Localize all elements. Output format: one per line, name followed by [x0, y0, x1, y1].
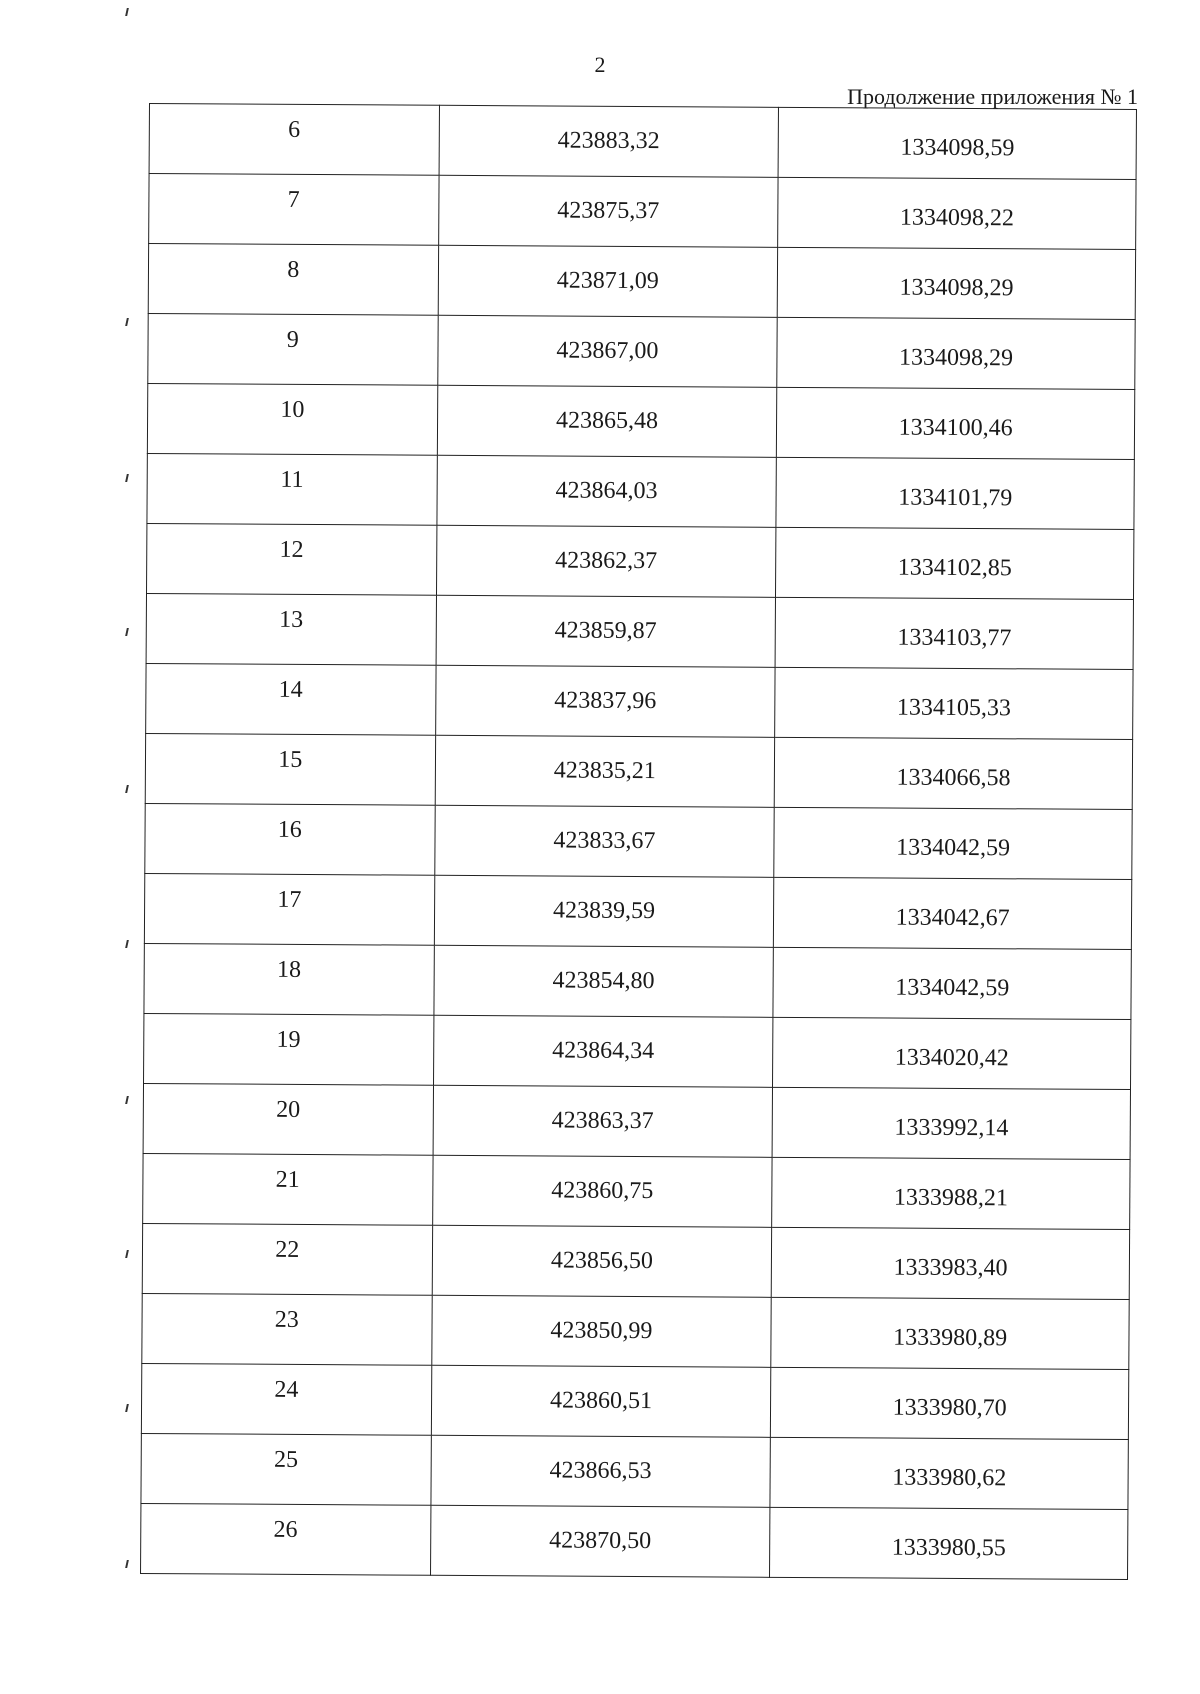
table-row — [148, 244, 1135, 320]
point-number-cell: 20 — [143, 1083, 433, 1155]
y-coordinate-cell: 1334103,77 — [775, 597, 1133, 669]
point-number-cell: 11 — [147, 453, 437, 525]
table-row — [142, 1293, 1129, 1369]
y-coordinate-cell: 1334101,79 — [776, 457, 1134, 529]
y-coordinate-cell: 1334098,29 — [777, 317, 1135, 389]
table-row — [146, 593, 1133, 669]
point-number-cell: 22 — [142, 1223, 432, 1295]
point-number-cell: 18 — [144, 943, 434, 1015]
scan-mark — [125, 1250, 133, 1258]
table-row — [149, 104, 1136, 180]
coordinates-table — [140, 103, 1137, 1580]
table-row — [148, 313, 1135, 389]
x-coordinate-cell: 423870,50 — [430, 1505, 770, 1577]
y-coordinate-cell: 1334066,58 — [774, 737, 1132, 809]
x-coordinate-cell: 423883,32 — [439, 105, 779, 177]
scan-mark — [125, 1096, 133, 1104]
point-number-cell: 19 — [144, 1013, 434, 1085]
y-coordinate-cell: 1334105,33 — [775, 667, 1133, 739]
y-coordinate-cell: 1333983,40 — [771, 1227, 1129, 1299]
x-coordinate-cell: 423866,53 — [431, 1435, 771, 1507]
y-coordinate-cell: 1334100,46 — [777, 387, 1135, 459]
table-row — [149, 174, 1136, 250]
x-coordinate-cell: 423854,80 — [433, 945, 773, 1017]
table-row — [141, 1503, 1128, 1579]
x-coordinate-cell: 423833,67 — [434, 805, 774, 877]
y-coordinate-cell: 1334042,67 — [774, 877, 1132, 949]
point-number-cell: 7 — [149, 174, 439, 246]
y-coordinate-cell: 1334102,85 — [776, 527, 1134, 599]
scan-mark — [125, 1560, 133, 1568]
point-number-cell: 16 — [145, 803, 435, 875]
x-coordinate-cell: 423860,51 — [431, 1365, 771, 1437]
scan-mark — [125, 318, 133, 326]
table-row — [145, 803, 1132, 879]
page-number: 2 — [594, 52, 606, 77]
point-number-cell: 8 — [148, 244, 438, 316]
x-coordinate-cell: 423865,48 — [437, 385, 777, 457]
y-coordinate-cell: 1334098,22 — [778, 177, 1136, 249]
point-number-cell: 15 — [145, 733, 435, 805]
scan-mark — [125, 8, 133, 16]
x-coordinate-cell: 423859,87 — [436, 595, 776, 667]
table-row — [147, 523, 1134, 599]
scan-mark — [125, 474, 133, 482]
point-number-cell: 24 — [141, 1363, 431, 1435]
point-number-cell: 13 — [146, 593, 436, 665]
table-row — [141, 1363, 1128, 1439]
point-number-cell: 12 — [147, 523, 437, 595]
x-coordinate-cell: 423862,37 — [436, 525, 776, 597]
x-coordinate-cell: 423875,37 — [438, 175, 778, 247]
scan-mark — [125, 1404, 133, 1412]
x-coordinate-cell: 423839,59 — [434, 875, 774, 947]
point-number-cell: 25 — [141, 1433, 431, 1505]
point-number-cell: 10 — [147, 383, 437, 455]
scan-mark — [125, 628, 133, 636]
point-number-cell: 17 — [144, 873, 434, 945]
y-coordinate-cell: 1333992,14 — [772, 1087, 1130, 1159]
table-row — [144, 943, 1131, 1019]
scan-mark — [125, 940, 133, 948]
x-coordinate-cell: 423837,96 — [435, 665, 775, 737]
x-coordinate-cell: 423860,75 — [432, 1155, 772, 1227]
x-coordinate-cell: 423856,50 — [432, 1225, 772, 1297]
coordinates-table-body — [141, 104, 1137, 1580]
point-number-cell: 6 — [149, 104, 439, 176]
y-coordinate-cell: 1334020,42 — [773, 1017, 1131, 1089]
x-coordinate-cell: 423835,21 — [435, 735, 775, 807]
x-coordinate-cell: 423850,99 — [431, 1295, 771, 1367]
table-row — [144, 873, 1131, 949]
point-number-cell: 14 — [146, 663, 436, 735]
y-coordinate-cell: 1334098,29 — [777, 247, 1135, 319]
y-coordinate-cell: 1333980,62 — [770, 1437, 1128, 1509]
y-coordinate-cell: 1333980,89 — [771, 1297, 1129, 1369]
y-coordinate-cell: 1333980,55 — [770, 1507, 1128, 1579]
y-coordinate-cell: 1334042,59 — [774, 807, 1132, 879]
x-coordinate-cell: 423867,00 — [437, 315, 777, 387]
table-row — [147, 453, 1134, 529]
table-row — [142, 1223, 1129, 1299]
x-coordinate-cell: 423864,03 — [436, 455, 776, 527]
y-coordinate-cell: 1334098,59 — [778, 107, 1136, 179]
table-row — [141, 1433, 1128, 1509]
y-coordinate-cell: 1333988,21 — [772, 1157, 1130, 1229]
point-number-cell: 26 — [141, 1503, 431, 1575]
point-number-cell: 23 — [142, 1293, 432, 1365]
continuation-label: Продолжение приложения № 1 — [847, 84, 1138, 109]
x-coordinate-cell: 423871,09 — [438, 245, 778, 317]
x-coordinate-cell: 423864,34 — [433, 1015, 773, 1087]
y-coordinate-cell: 1334042,59 — [773, 947, 1131, 1019]
x-coordinate-cell: 423863,37 — [433, 1085, 773, 1157]
point-number-cell: 21 — [143, 1153, 433, 1225]
table-row — [145, 733, 1132, 809]
table-row — [144, 1013, 1131, 1089]
table-row — [146, 663, 1133, 739]
table-row — [143, 1083, 1130, 1159]
table-row — [143, 1153, 1130, 1229]
table-row — [147, 383, 1134, 459]
point-number-cell: 9 — [148, 313, 438, 385]
y-coordinate-cell: 1333980,70 — [771, 1367, 1129, 1439]
scan-mark — [125, 785, 133, 793]
